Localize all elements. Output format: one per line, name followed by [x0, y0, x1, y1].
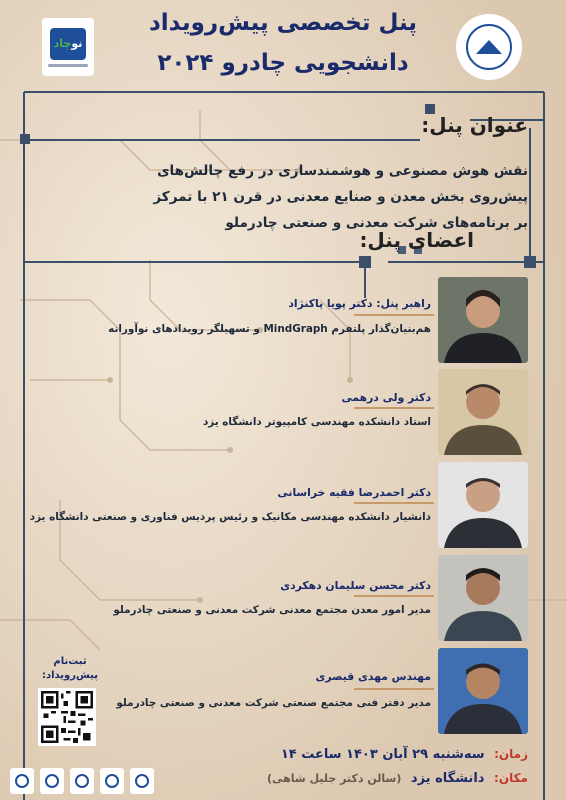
panel-topic-line: نقش هوش مصنوعی و هوشمندسازی در رفع چالش‌های	[157, 163, 528, 179]
member-divider	[354, 595, 434, 597]
member-role: هم‌بنیان‌گذار پلتفرم MindGraph و تسهیلگر رویدادهای نوآورانه	[108, 323, 431, 335]
member-name: دکتر ولی درهمی	[341, 391, 431, 404]
member-role: دانشیار دانشکده مهندسی مکانیک و رئیس پردیس فناوری و صنعتی دانشگاه یزد	[29, 511, 431, 523]
event-place	[267, 767, 528, 786]
member-name: مهندس مهدی قیصری	[315, 670, 431, 683]
panel-topic	[28, 158, 528, 236]
sponsor-logo-icon	[70, 768, 94, 794]
event-title-line-2: دانشجویی چادرو ۲۰۲۴	[157, 50, 409, 76]
member-photo	[438, 369, 528, 455]
panel-title-label: عنوان پنل:	[421, 113, 528, 137]
registration-label-line: پیش‌رویداد:	[41, 670, 99, 681]
member-name: راهبر پنل: دکتر پویا پاکنژاد	[288, 297, 431, 310]
member-divider	[354, 502, 434, 504]
panel-topic-line: بر برنامه‌های شرکت معدنی و صنعتی چادرملو	[225, 215, 528, 231]
member-photo	[438, 555, 528, 641]
place-value: دانشگاه یزد	[410, 771, 485, 786]
time-value: سه‌شنبه ۲۹ آبان ۱۴۰۳ ساعت ۱۴	[280, 747, 485, 762]
sponsor-logos	[10, 768, 154, 794]
panel-topic-line: پیش‌روی بخش معدن و صنایع معدنی در قرن ۲۱ با تمرکز	[153, 189, 528, 205]
sponsor-logo-icon	[10, 768, 34, 794]
sponsor-logo-icon	[100, 768, 124, 794]
place-label: مکان:	[494, 771, 528, 785]
university-logo	[456, 14, 522, 80]
member-name: دکتر محسن سلیمان دهکردی	[280, 579, 431, 592]
member-photo	[438, 648, 528, 734]
member-divider	[354, 688, 434, 690]
registration-qr-code[interactable]	[38, 688, 96, 746]
place-detail: (سالن دکتر جلیل شاهی)	[267, 772, 402, 785]
university-emblem-icon	[466, 24, 512, 70]
header	[0, 0, 566, 92]
member-role: مدیر امور معدن مجتمع معدنی شرکت معدنی و صنعتی چادرملو	[113, 604, 431, 616]
nochad-logo-mark: نو چاد	[50, 28, 86, 60]
member-name: دکتر احمدرضا فقیه خراسانی	[277, 486, 431, 499]
event-title-line-1: پنل تخصصی پیش‌رویداد	[148, 10, 418, 36]
sponsor-logo-icon	[130, 768, 154, 794]
nochad-logo	[42, 18, 94, 76]
member-photo	[438, 462, 528, 548]
registration-label	[40, 655, 100, 683]
logo-caption-line	[48, 64, 88, 67]
sponsor-logo-icon	[40, 768, 64, 794]
time-label: زمان:	[494, 747, 528, 761]
registration-label-line: ثبت‌نام	[53, 656, 87, 667]
member-divider	[354, 314, 434, 316]
panel-members-label: اعضای پنل:	[359, 228, 474, 252]
member-photo-moderator	[438, 277, 528, 363]
member-role: مدیر دفتر فنی مجتمع صنعتی شرکت معدنی و صنعتی چادرملو	[116, 697, 431, 709]
event-time	[281, 743, 528, 762]
member-divider	[354, 407, 434, 409]
member-role: استاد دانشکده مهندسی کامپیوتر دانشگاه یزد	[202, 416, 431, 428]
